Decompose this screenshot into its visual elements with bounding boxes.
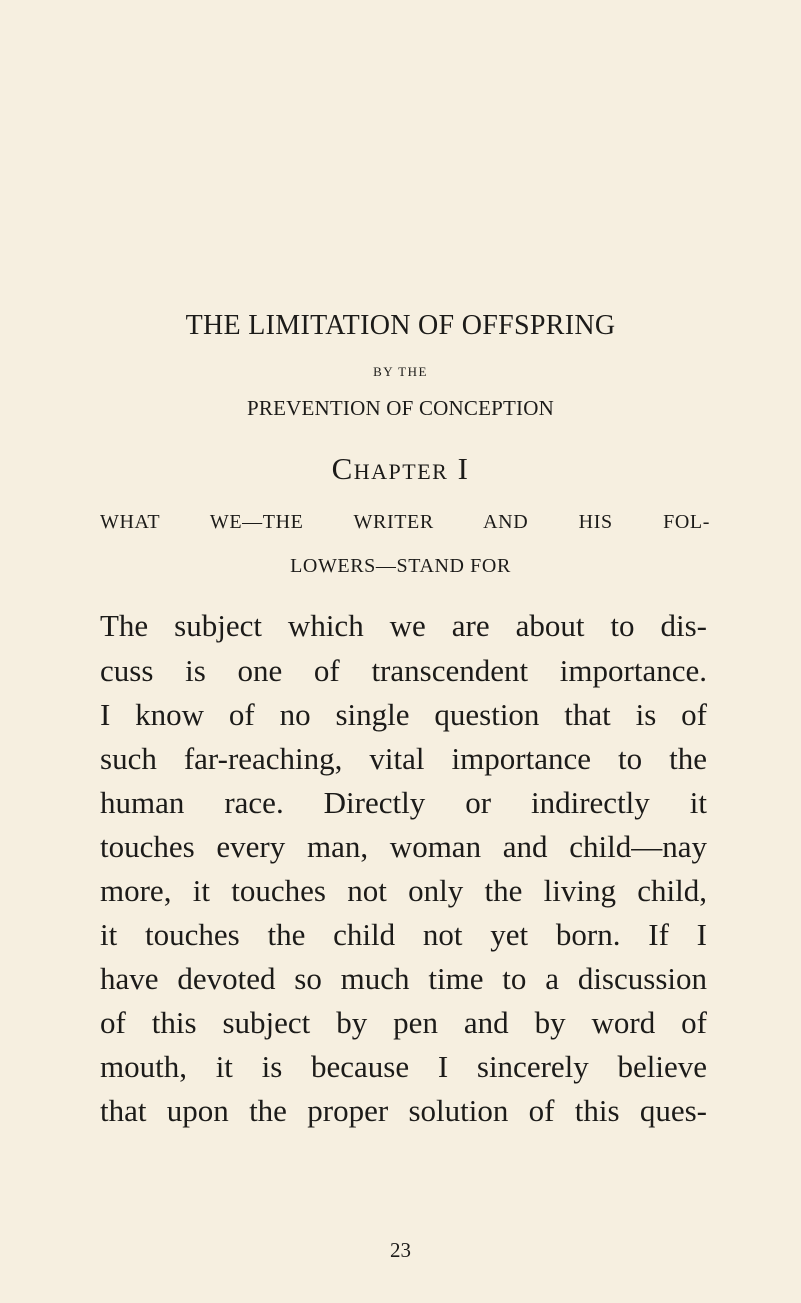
book-subtitle: PREVENTION OF CONCEPTION bbox=[247, 396, 554, 420]
body-line: mouth, it is because I sincerely believe bbox=[100, 1049, 707, 1084]
page-number: 23 bbox=[390, 1238, 411, 1262]
chapter-heading-line-2: LOWERS—STAND FOR bbox=[290, 555, 511, 577]
chapter-heading-line-1: WHAT WE—THE WRITER AND HIS FOL- bbox=[100, 511, 710, 533]
body-line: more, it touches not only the living child, bbox=[100, 873, 707, 908]
chapter-title: Chapter I bbox=[331, 451, 470, 486]
body-line: The subject which we are about to dis- bbox=[100, 608, 707, 643]
by-the-text: BY THE bbox=[373, 364, 428, 379]
body-line: that upon the proper solution of this ques- bbox=[100, 1093, 707, 1128]
body-line: it touches the child not yet born. If I bbox=[100, 917, 707, 952]
body-line: have devoted so much time to a discussion bbox=[100, 961, 707, 996]
body-line: of this subject by pen and by word of bbox=[100, 1005, 707, 1040]
book-title: THE LIMITATION OF OFFSPRING bbox=[185, 310, 616, 341]
body-line: human race. Directly or indirectly it bbox=[100, 785, 707, 820]
body-line: touches every man, woman and child—nay bbox=[100, 829, 707, 864]
body-line: such far-reaching, vital importance to the bbox=[100, 741, 707, 776]
body-line: cuss is one of transcendent importance. bbox=[100, 653, 707, 688]
body-line: I know of no single question that is of bbox=[100, 697, 707, 732]
